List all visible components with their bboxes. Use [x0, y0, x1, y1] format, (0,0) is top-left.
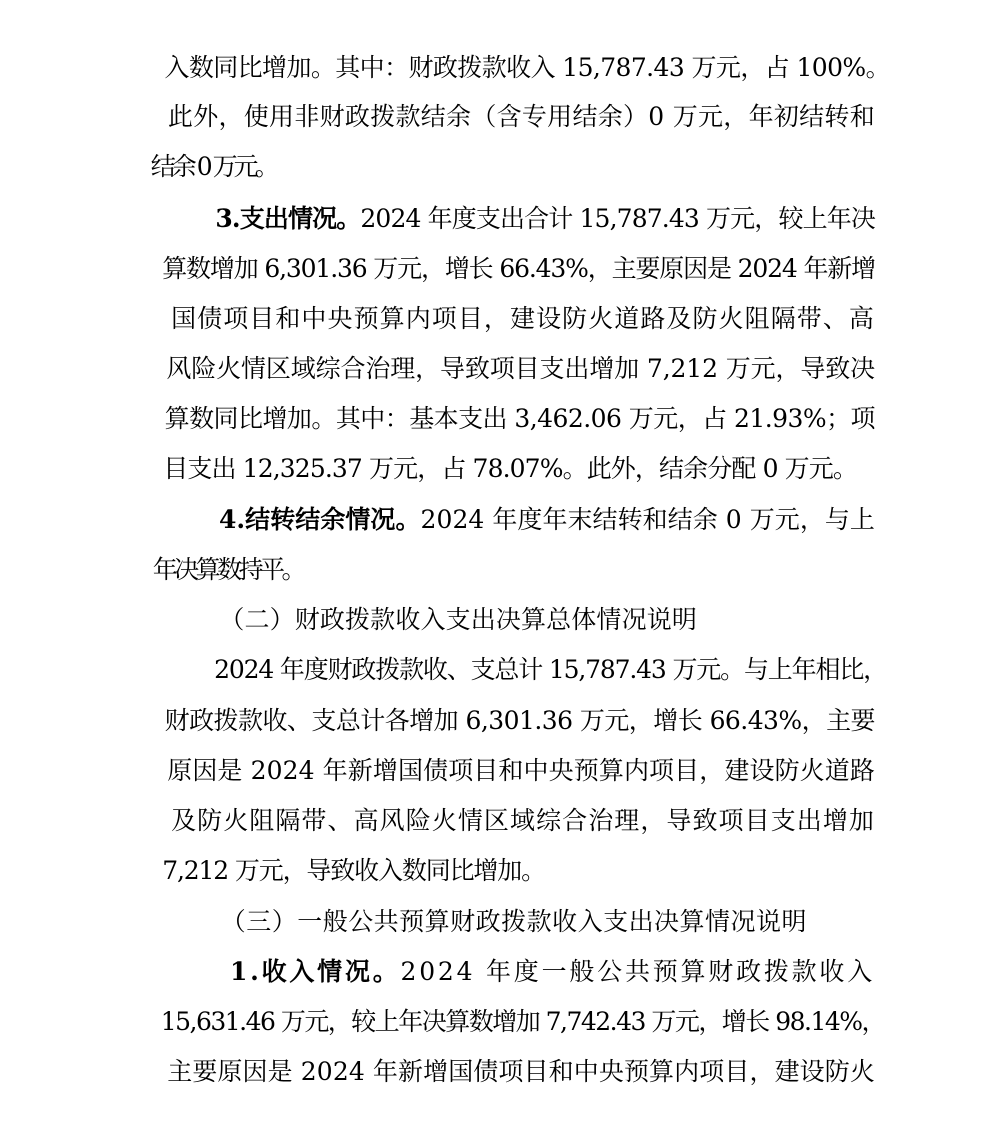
text-line	[135, 209, 875, 283]
line-text: 目支出 12,325.37 万元，占 78.07%。此外，结余分配 0 万元。	[163, 454, 858, 483]
text-line	[135, 259, 875, 333]
line-text: 年决算数持平。	[152, 555, 303, 584]
line-text: 此外，使用非财政拨款结余（含专用结余）0 万元，年初结转和	[167, 102, 875, 131]
text-line	[135, 661, 875, 735]
bold-heading: 4.结转结余情况。	[218, 505, 421, 534]
line-text: 原因是 2024 年新增国债项目和中央预算内项目，建设防火道路	[167, 756, 875, 785]
text-line	[135, 409, 858, 483]
text-line	[135, 309, 876, 383]
line-text: 2024 年度一般公共预算财政拨款收入	[400, 957, 875, 986]
text-line	[135, 761, 875, 835]
line-text: 主要原因是 2024 年新增国债项目和中央预算内项目，建设防火	[167, 1057, 875, 1086]
text-line	[187, 912, 875, 986]
text-line	[187, 159, 875, 233]
text-line	[187, 460, 875, 534]
line-text: 2024 年度财政拨款收、支总计 15,787.43 万元。与上年相比，	[214, 655, 887, 684]
line-text: 结余 0 万元。	[150, 152, 276, 181]
text-line	[135, 1012, 875, 1086]
line-text: 风险火情区域综合治理，导致项目支出增加 7,212 万元，导致决	[166, 354, 876, 383]
text-line	[135, 510, 303, 584]
text-line	[135, 359, 875, 433]
line-text: 及防火阻隔带、高风险火情区域综合治理，导致项目支出增加	[171, 806, 875, 835]
bold-heading: 1.收入情况。	[229, 957, 401, 986]
text-line	[135, 811, 545, 885]
line-text: （二）财政拨款收入支出决算总体情况说明	[219, 605, 697, 634]
section-heading	[187, 560, 697, 634]
line-text: 2024 年度支出合计 15,787.43 万元，较上年决	[360, 204, 875, 233]
text-line	[135, 962, 885, 1036]
text-line	[187, 610, 887, 684]
text-line	[135, 57, 875, 131]
text-line	[135, 8, 890, 82]
section-heading	[187, 862, 807, 936]
line-text: 2024 年度年末结转和结余 0 万元，与上	[420, 505, 875, 534]
line-text: 入数同比增加。其中：财政拨款收入 15,787.43 万元，占 100%。	[164, 53, 890, 82]
line-text: 15,631.46 万元，较上年决算数增加 7,742.43 万元，增长 98.14%，	[160, 1007, 885, 1036]
line-text: 算数增加 6,301.36 万元，增长 66.43%，主要原因是 2024 年新增	[162, 254, 875, 283]
line-text: 算数同比增加。其中：基本支出 3,462.06 万元，占 21.93%；项	[164, 404, 875, 433]
line-text: （三）一般公共预算财政拨款收入支出决算情况说明	[220, 907, 807, 936]
line-text: 7,212 万元，导致收入数同比增加。	[162, 856, 545, 885]
text-line	[135, 711, 875, 785]
text-line	[135, 107, 276, 181]
line-text: 财政拨款收、支总计各增加 6,301.36 万元，增长 66.43%，主要	[164, 706, 875, 735]
line-text: 国债项目和中央预算内项目，建设防火道路及防火阻隔带、高	[171, 304, 875, 333]
bold-heading: 3.支出情况。	[215, 204, 361, 233]
